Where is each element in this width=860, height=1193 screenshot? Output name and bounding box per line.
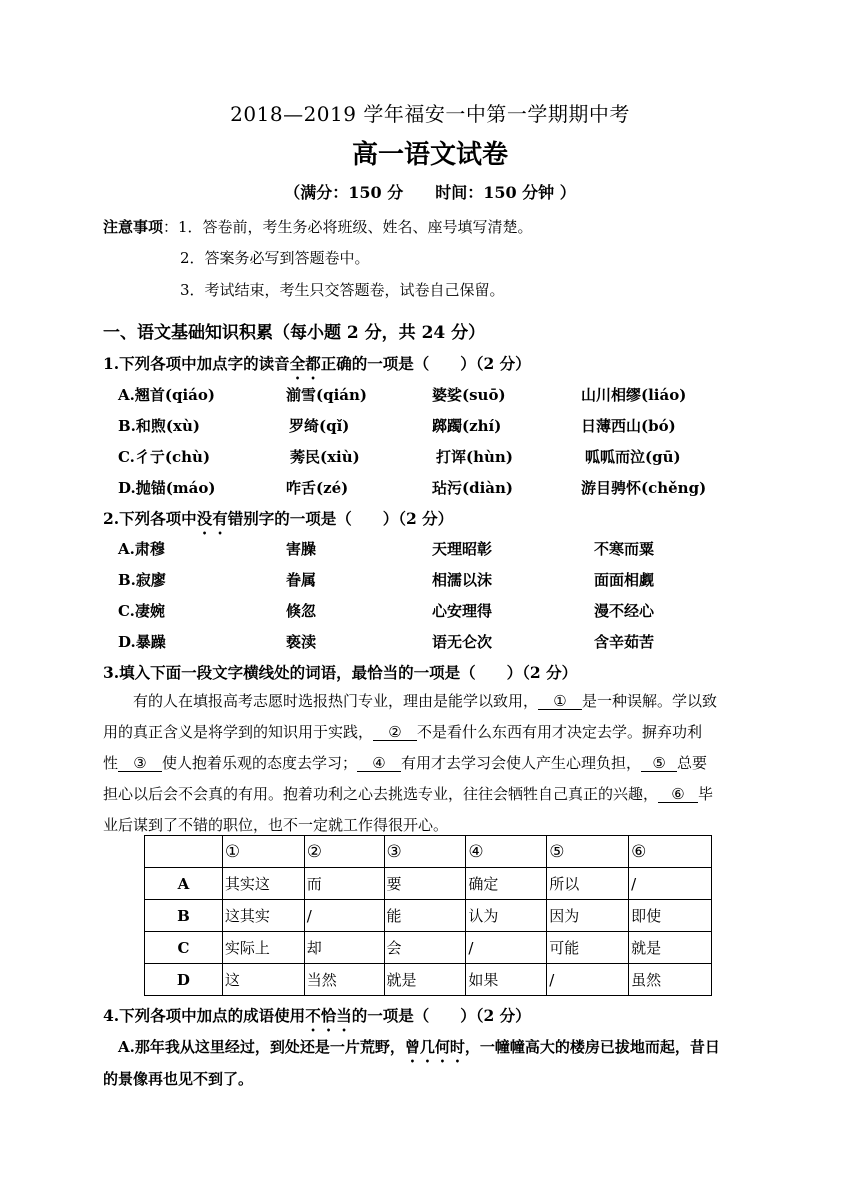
table-cell: ⑥ (629, 836, 712, 868)
notice-item-1: ：1．答卷前，考生务必将班级、姓名、座号填写清楚。 (163, 218, 533, 236)
table-cell: 其实这 (222, 868, 304, 900)
q1-a-3: 婆娑(suō) (432, 386, 506, 404)
q2-a-1: A.肃穆 (118, 540, 165, 558)
q1-c-2: 莠民(xiù) (290, 448, 360, 466)
question-2-stem: 2.下列各项中没有错别字的一项是（ ）（2 分） (103, 509, 454, 528)
q2-c-3: 心安理得 (432, 602, 493, 620)
table-cell: 即使 (629, 900, 712, 932)
q2-a-2: 害臊 (286, 540, 317, 558)
table-cell: 所以 (547, 868, 629, 900)
table-cell: 能 (384, 900, 466, 932)
q1-d-3: 玷污(diàn) (432, 479, 514, 497)
table-cell: C (145, 932, 223, 964)
table-cell: 就是 (384, 964, 466, 996)
table-cell: 而 (304, 868, 384, 900)
q3-passage-line-2 (103, 725, 702, 741)
table-cell: ④ (466, 836, 547, 868)
table-cell: 却 (304, 932, 384, 964)
question-4-stem: 4.下列各项中加点的成语使用不恰当的一项是（ ）（2 分） (103, 1006, 531, 1025)
table-cell: 就是 (629, 932, 712, 964)
q2-b-1: B.寂廖 (118, 571, 166, 589)
q1-a-2: 湔雪(qián) (286, 386, 368, 404)
table-cell: 因为 (547, 900, 629, 932)
table-row (145, 868, 712, 900)
blank-1: ① (538, 694, 582, 710)
q2-b-3: 相濡以沫 (432, 571, 493, 589)
q2-c-4: 漫不经心 (594, 602, 655, 620)
q3-text: 担心以后会不会真的有用。抱着功利之心去挑选专业，往往会牺牲自己真正的兴趣， (103, 785, 659, 803)
q3-passage-line-5: 业后谋到了不错的职位，也不一定就工作得很开心。 (103, 816, 449, 834)
q3-text: 不是看什么东西有用才决定去学。摒弃功利 (417, 723, 703, 741)
table-cell: / (547, 964, 629, 996)
q3-text: 毕 (698, 785, 714, 803)
notice-item-2: 2．答案务必写到答题卷中。 (180, 249, 370, 267)
table-cell: 认为 (466, 900, 547, 932)
q3-text: 总要 (677, 754, 708, 772)
q3-passage-line-3 (103, 756, 707, 772)
q2-c-1: C.凄婉 (118, 602, 165, 620)
table-cell: 确定 (466, 868, 547, 900)
blank-2: ② (373, 725, 417, 741)
q2-d-1: D.暴躁 (118, 633, 166, 651)
table-header-row (145, 836, 712, 868)
q4-option-a-line-1: A.那年我从这里经过，到处还是一片荒野，曾几何时，一幢幢高大的楼房已拔地而起，昔日 (118, 1038, 720, 1056)
table-cell (145, 836, 223, 868)
school-title: 2018—2019 学年福安一中第一学期期中考 (230, 102, 630, 126)
blank-6: ⑥ (658, 787, 698, 803)
table-cell: / (466, 932, 547, 964)
q1-c-4: 呱呱而泣(gū) (585, 448, 681, 466)
table-cell: D (145, 964, 223, 996)
table-row (145, 900, 712, 932)
blank-5: ⑤ (641, 756, 677, 772)
table-cell: 要 (384, 868, 466, 900)
q1-b-4: 日薄西山(bó) (581, 417, 676, 435)
q2-c-2: 倏忽 (286, 602, 317, 620)
q1-b-1: B.和煦(xù) (118, 417, 200, 435)
table-cell: 这其实 (222, 900, 304, 932)
table-cell: 实际上 (222, 932, 304, 964)
q3-text: 使人抱着乐观的态度去学习； (162, 754, 358, 772)
table-cell: ① (222, 836, 304, 868)
table-cell: / (304, 900, 384, 932)
section-title: 一、语文基础知识积累（每小题 2 分，共 24 分） (103, 323, 486, 343)
table-row (145, 932, 712, 964)
q1-d-1: D.抛锚(máo) (118, 479, 216, 497)
q2-b-2: 眷属 (286, 571, 317, 589)
exam-title: 高一语文试卷 (351, 140, 508, 170)
q3-text: 有的人在填报高考志愿时选报热门专业，理由是能学以致用， (133, 692, 539, 710)
notice-label: 注意事项 (103, 218, 164, 236)
table-cell: ③ (384, 836, 466, 868)
q3-passage-line-1 (133, 694, 717, 710)
notice-line-1 (103, 216, 533, 237)
table-cell: A (145, 868, 223, 900)
table-cell: 虽然 (629, 964, 712, 996)
q1-a-4: 山川相缪(liáo) (581, 386, 687, 404)
q2-d-4: 含辛茹苦 (594, 633, 655, 651)
q1-b-3: 踯躅(zhí) (432, 417, 502, 435)
table-cell: 可能 (547, 932, 629, 964)
q4-option-a-line-2: 的景像再也见不到了。 (103, 1070, 254, 1088)
q1-b-2: 罗绮(qǐ) (289, 417, 350, 435)
q2-a-4: 不寒而粟 (594, 540, 655, 558)
table-cell: ⑤ (547, 836, 629, 868)
notice-item-3: 3．考试结束，考生只交答题卷，试卷自己保留。 (180, 281, 505, 299)
table-cell: / (629, 868, 712, 900)
blank-4: ④ (357, 756, 401, 772)
table-cell: B (145, 900, 223, 932)
table-cell: ② (304, 836, 384, 868)
q3-passage-line-4 (103, 787, 713, 803)
table-cell: 当然 (304, 964, 384, 996)
q1-d-4: 游目骋怀(chěng) (581, 479, 707, 497)
question-3-stem: 3.填入下面一段文字横线处的词语，最恰当的一项是（ ）（2 分） (103, 663, 578, 682)
q1-d-2: 咋舌(zé) (286, 479, 349, 497)
q3-text: 用的真正含义是将学到的知识用于实践， (103, 723, 374, 741)
q3-text: 性 (103, 754, 119, 772)
table-cell: 如果 (466, 964, 547, 996)
q1-a-1: A.翘首(qiáo) (118, 386, 215, 404)
q2-d-2: 亵渎 (286, 633, 317, 651)
table-cell: 会 (384, 932, 466, 964)
q3-choice-table (144, 835, 712, 996)
q1-c-3: 打诨(hùn) (436, 448, 513, 466)
q1-c-1: C.彳亍(chù) (118, 448, 211, 466)
q2-d-3: 语无仑次 (432, 633, 493, 651)
exam-meta: （满分：150 分 时间：150 分钟 ） (284, 183, 576, 202)
table-row (145, 964, 712, 996)
table-cell: 这 (222, 964, 304, 996)
q3-text: 是一种误解。学以致 (582, 692, 718, 710)
question-1-stem: 1.下列各项中加点字的读音全都正确的一项是（ ）（2 分） (103, 354, 531, 373)
q2-a-3: 天理昭彰 (432, 540, 493, 558)
blank-3: ③ (118, 756, 162, 772)
q3-text: 有用才去学习会使人产生心理负担， (401, 754, 642, 772)
q2-b-4: 面面相觑 (594, 571, 655, 589)
